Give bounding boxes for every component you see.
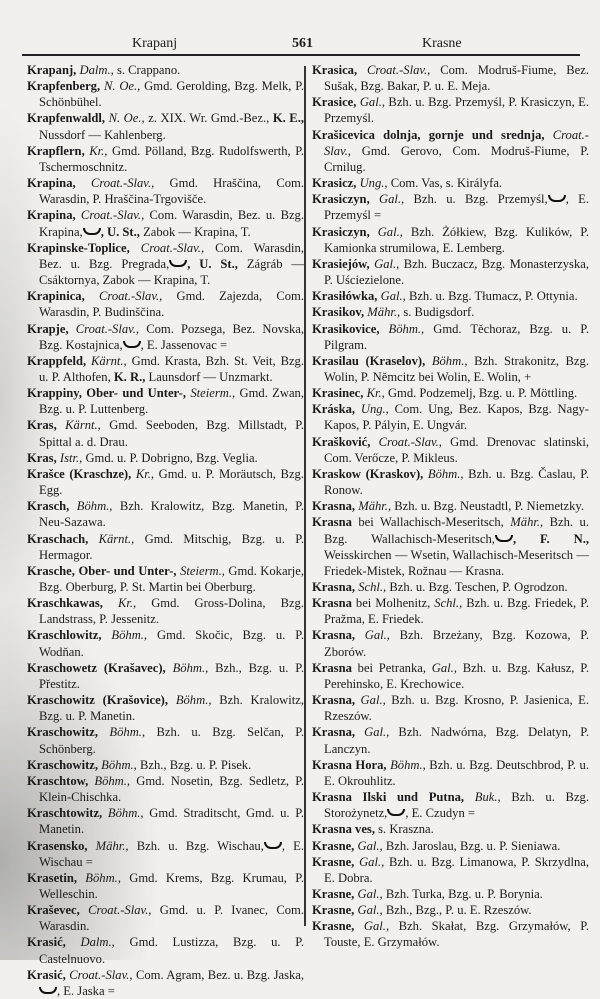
entry-details: Bzh. u. Bzg. Przemyśl, P. Krasiczyn, E. Przemyśl.: [324, 95, 589, 126]
gazetteer-entry: [312, 595, 589, 627]
entry-region: Kr.,: [117, 596, 137, 611]
gazetteer-entry: [27, 353, 304, 385]
entry-headword: Krapfenberg,: [27, 79, 101, 94]
entry-bold-text: , F. N.,: [512, 531, 589, 546]
gazetteer-entry: [27, 627, 304, 659]
gazetteer-entry: [312, 757, 589, 789]
post-horn-icon: [548, 195, 566, 202]
entry-details: Gmd. Mitschig, Bzg. u. P. Hermagor.: [39, 531, 304, 562]
entry-region: Böhm.,: [85, 870, 121, 885]
gazetteer-entry: [312, 175, 589, 191]
entry-headword: Krasna Ilski und Putna,: [312, 790, 465, 805]
entry-region: Gal.,: [374, 256, 400, 271]
gazetteer-entry: [312, 191, 589, 223]
entry-headword: Kraschowitz,: [27, 757, 98, 772]
gazetteer-entry: [27, 417, 304, 449]
entry-headword: Krasić,: [27, 935, 66, 950]
entry-headword: Krašce (Kraschze),: [27, 466, 132, 481]
entry-headword: Krasch,: [27, 499, 70, 514]
entry-region: Gal.,: [379, 192, 405, 207]
gazetteer-entry: [312, 838, 589, 854]
entry-region: Böhm.,: [172, 660, 209, 675]
entry-details: Gmd. Seeboden, Bzg. Millstadt, P. Spittal a. d. Drau.: [39, 418, 305, 449]
entry-region: Böhm.,: [101, 757, 137, 772]
entry-region: N. Oe.,: [108, 111, 145, 126]
post-horn-icon: [387, 809, 405, 816]
entry-region: Croat.-Slav.,: [69, 967, 133, 982]
entry-details: Gmd. Kokarje, Bzg. Oberburg, P. St. Martin bei Oberburg.: [39, 563, 304, 594]
entry-details: Zabok — Krapina, T.: [143, 224, 251, 239]
entry-headword: Krapina,: [27, 176, 76, 191]
entry-details: Gmd. Krasta, Bzh. St. Veit, Bzg. u. P. Althofen,: [39, 353, 304, 384]
gazetteer-entry: [312, 94, 589, 126]
entry-headword: Krapinske-Toplice,: [27, 240, 130, 255]
entry-details: Gmd. u. P. Dobrigno, Bzg. Veglia.: [85, 450, 258, 465]
entry-details: bei Molhenitz,: [355, 596, 431, 611]
gazetteer-entry: [312, 62, 589, 94]
entry-details: Bzh. u. Bzg. Časlau, P. Ronow.: [324, 466, 589, 498]
entry-region: Mähr.,: [367, 305, 401, 320]
entry-headword: Krasne,: [312, 838, 355, 853]
entry-region: Kärnt.,: [91, 353, 127, 368]
entry-region: Böhm.,: [388, 321, 425, 336]
entry-details: Launsdorf — Unzmarkt.: [148, 369, 273, 384]
entry-region: Böhm.,: [111, 628, 148, 643]
entry-headword: Kraschach,: [27, 531, 89, 546]
gazetteer-entry: [27, 934, 304, 966]
gazetteer-entry: [312, 821, 589, 837]
entry-region: Croat.-Slav.,: [324, 127, 589, 158]
entry-headword: Krapina,: [27, 208, 76, 223]
entry-region: Böhm.,: [94, 773, 131, 788]
entry-region: Croat.-Slav.,: [80, 208, 145, 223]
entry-bold-text: , U. St.,: [100, 224, 140, 239]
entry-region: Ung.,: [359, 176, 388, 191]
entry-details: bei Petranka,: [357, 660, 427, 675]
entry-headword: Krasiejów,: [312, 256, 370, 271]
entry-headword: Krasna,: [312, 693, 356, 708]
entry-headword: Krasna,: [312, 628, 356, 643]
entry-region: Schl.,: [434, 596, 463, 611]
entry-region: Gal.,: [363, 919, 390, 934]
entry-details: Gmd. Skočic, Bzg. u. P. Wodňan.: [39, 628, 304, 659]
entry-headword: Krasicz,: [312, 176, 357, 191]
entry-details: Gmd. Gerovo, Com. Modruš-Fiume, P. Crnilug.: [324, 143, 589, 174]
entry-headword: Kras,: [27, 418, 57, 433]
entry-details: Gmd. Zwan, Bzg. u. P. Luttenberg.: [39, 386, 304, 417]
entry-details: Gmd. Drenovac slatinski, Com. Verőcze, P. Mikleus.: [324, 434, 589, 465]
entry-details: s. Crappano.: [116, 63, 181, 77]
gazetteer-entry: [312, 385, 589, 401]
right-column: [312, 62, 589, 951]
entry-region: Croat.-Slav.,: [367, 63, 431, 77]
entry-details: Gmd. u. P. Moräutsch, Bzg. Egg.: [39, 466, 304, 498]
entry-headword: Krapinica,: [27, 289, 85, 304]
gazetteer-entry: [27, 692, 304, 724]
gazetteer-entry: [312, 724, 589, 756]
entry-headword: Krašicevica dolnja, gornje und srednja,: [312, 127, 545, 142]
gazetteer-entry: [312, 514, 589, 579]
entry-headword: Kraschlowitz,: [27, 628, 102, 643]
entry-details: Bzh. Nadwórna, Bzg. Delatyn, P. Lanczyn.: [324, 725, 589, 756]
entry-region: Mähr.,: [95, 838, 129, 853]
entry-details: s. Budigsdorf.: [403, 305, 475, 320]
entry-headword: Krasić,: [27, 967, 66, 982]
entry-details: Bzh. Jaroslau, Bzg. u. P. Sieniawa.: [385, 838, 561, 853]
entry-headword: Krasna: [312, 596, 352, 611]
entry-details: , E. Wischau =: [39, 838, 305, 869]
gazetteer-entry: [27, 967, 304, 999]
gazetteer-entry: [312, 918, 589, 950]
entry-region: Croat.-Slav.,: [378, 434, 442, 449]
entry-region: Böhm.,: [175, 693, 212, 708]
entry-details: Bzh. u. Bzg. Limanowa, P. Skrzydlna, E. Dobra.: [324, 854, 590, 885]
gazetteer-entry: [27, 466, 304, 498]
gazetteer-entry: [27, 321, 304, 353]
entry-details: Com. Agram, Bez. u. Bzg. Jaska,: [135, 967, 305, 982]
entry-headword: Krasne,: [312, 886, 355, 901]
entry-headword: Krapfenwaldl,: [27, 111, 106, 126]
entry-details: Bzh. Brzeżany, Bzg. Kozowa, P. Zborów.: [324, 628, 589, 659]
entry-region: Gal.,: [364, 725, 390, 740]
entry-details: Bzh. Turka, Bzg. u. P. Borynia.: [385, 886, 543, 901]
entry-region: Schl.,: [358, 580, 387, 594]
entry-headword: Krasilau (Kraselov),: [312, 353, 426, 368]
gazetteer-entry: [312, 466, 589, 498]
entry-headword: Krasiczyn,: [312, 224, 370, 239]
entry-headword: Krasna,: [312, 725, 356, 740]
entry-region: Böhm.,: [427, 466, 464, 481]
entry-region: Gal.,: [357, 838, 383, 853]
entry-headword: Krasiłówka,: [312, 289, 378, 304]
gazetteer-entry: [312, 854, 589, 886]
gazetteer-entry: [312, 224, 589, 256]
entry-details: Gmd. Gerolding, Bzg. Melk, P. Schönbühel.: [39, 79, 304, 110]
post-horn-icon: [123, 341, 141, 348]
entry-region: Croat.-Slav.,: [90, 176, 155, 191]
entry-details: Gmd. Lustizza, Bzg. u. P. Castelnuovo.: [39, 935, 304, 966]
entry-headword: Krasna ves,: [312, 822, 375, 837]
gazetteer-entry: [27, 143, 304, 175]
gazetteer-entry: [312, 321, 589, 353]
entry-headword: Krapje,: [27, 321, 69, 336]
post-horn-icon: [495, 535, 513, 542]
entry-headword: Krasne,: [312, 903, 355, 918]
column-divider: [304, 66, 306, 926]
gazetteer-entry: [312, 886, 589, 902]
entry-region: Gal.,: [359, 854, 385, 869]
entry-details: Gmd. Hraščina, Com. Warasdin, P. Hraščina-Trgovišče.: [39, 176, 304, 207]
post-horn-icon: [83, 228, 101, 235]
entry-headword: Krasna: [312, 660, 352, 675]
entry-region: Ung.,: [360, 402, 389, 417]
gazetteer-entry: [27, 110, 304, 142]
entry-headword: Krasne,: [312, 919, 355, 934]
entry-headword: Kraševec,: [27, 903, 80, 918]
entry-region: Gal.,: [357, 886, 383, 901]
gazetteer-entry: [312, 127, 589, 175]
entry-headword: Kráska,: [312, 402, 356, 417]
entry-details: Bzh., Bzg., P. u. E. Rzeszów.: [385, 903, 532, 918]
gazetteer-entry: [27, 838, 304, 870]
gazetteer-entry: [27, 78, 304, 110]
entry-details: , E. Czudyn =: [405, 806, 476, 821]
entry-details: Bzh. u. Bzg. Wischau,: [136, 838, 264, 853]
gazetteer-entry: [312, 660, 589, 692]
entry-region: Mähr.,: [510, 515, 544, 530]
gazetteer-entry: [27, 595, 304, 627]
entry-region: Steierm.,: [190, 386, 236, 401]
entry-details: Bzh. u. Bzg. Deutschbrod, P. u. E. Okrouhlitz.: [324, 757, 589, 788]
entry-details: Zágráb — Csáktornya, Zabok — Krapina, T.: [39, 256, 305, 288]
entry-details: Bzh. u. Bzg. Przemyśl,: [413, 192, 548, 207]
entry-details: Bzh. u. Bzg. Teschen, P. Ogrodzon.: [389, 580, 568, 594]
entry-details: Bzh. u. Bzg. Wallachisch-Meseritsch,: [324, 515, 589, 546]
left-column: [27, 62, 304, 999]
gazetteer-entry: [312, 401, 589, 433]
gazetteer-entry: [312, 498, 589, 514]
entry-region: Gal.,: [357, 903, 383, 918]
entry-region: Böhm.,: [390, 757, 426, 772]
entry-headword: Kraschowitz (Krašovice),: [27, 693, 169, 708]
entry-region: Kr.,: [366, 386, 385, 401]
entry-details: Bzh. Żółkiew, Bzg. Kulików, P. Kamionka strumilowa, E. Lemberg.: [324, 224, 589, 255]
entry-details: Com. Warasdin, Bez. u. Bzg. Pregrada,: [39, 240, 304, 271]
entry-details: , E. Przemyśl =: [324, 192, 590, 223]
entry-details: Nussdorf — Kahlenberg.: [39, 127, 166, 142]
entry-headword: Krasinec,: [312, 386, 364, 401]
post-horn-icon: [39, 987, 57, 994]
gazetteer-entry: [27, 531, 304, 563]
entry-details: Com. Ung, Bez. Kapos, Bzg. Nagy-Kapos, P. Pályin, E. Ungvár.: [324, 402, 590, 433]
gazetteer-entry: [312, 304, 589, 320]
entry-details: z. XIX. Wr. Gmd.-Bez.,: [148, 111, 270, 126]
post-horn-icon: [169, 260, 187, 267]
entry-details: Gmd. u. P. Ivanec, Com. Warasdin.: [39, 903, 304, 934]
entry-headword: Krasica,: [312, 63, 358, 77]
entry-details: Bzh. Strakonitz, Bzg. Wolin, P. Němcitz bei Wolin, E. Wolin, +: [324, 353, 589, 384]
page-number: 561: [292, 36, 313, 51]
entry-headword: Krasikov,: [312, 305, 365, 320]
entry-headword: Krappfeld,: [27, 353, 87, 368]
entry-details: Bzh. u. Bzg. Tłumacz, P. Ottynia.: [408, 289, 578, 304]
entry-details: Bzh. Buczacz, Bzg. Monasterzyska, P. Uściezielone.: [324, 256, 589, 288]
entry-region: Böhm.,: [76, 499, 113, 514]
entry-details: Com. Pozsega, Bez. Novska, Bzg. Kostajnica,: [39, 321, 305, 352]
gazetteer-entry: [27, 757, 304, 773]
gazetteer-entry: [27, 175, 304, 207]
entry-headword: Krašković,: [312, 434, 371, 449]
entry-details: Gmd. Krems, Bzg. Krumau, P. Welleschin.: [39, 870, 304, 901]
entry-headword: Krasne,: [312, 854, 355, 869]
gazetteer-entry: [27, 62, 304, 78]
gazetteer-entry: [27, 870, 304, 902]
header-right-keyword: Krasne: [422, 36, 462, 51]
entry-headword: Krappiny, Ober- und Unter-,: [27, 386, 187, 401]
entry-details: Weisskirchen — Wsetin, Wallachisch-Meseritsch — Friedek-Mistek, Rožnau — Krasna.: [324, 547, 589, 578]
entry-region: Steierm.,: [180, 563, 225, 578]
gazetteer-entry: [27, 207, 304, 239]
entry-region: Gal.,: [431, 660, 457, 675]
entry-region: Böhm.,: [107, 806, 144, 821]
entry-details: Com. Modruš-Fiume, Bez. Sušak, Bzg. Bakar, P. u. E. Meja.: [324, 63, 589, 94]
entry-details: Bzh. Skałat, Bzg. Grzymałów, P. Touste, E. Grzymałów.: [324, 919, 589, 950]
entry-bold-text: K. R.,: [113, 369, 146, 384]
gazetteer-entry: [27, 563, 304, 595]
entry-headword: Krapanj,: [27, 63, 77, 77]
entry-headword: Krasensko,: [27, 838, 88, 853]
gazetteer-entry: [312, 353, 589, 385]
entry-headword: Krasna Hora,: [312, 757, 387, 772]
entry-region: Buk.,: [474, 790, 501, 805]
entry-details: Bzh., Bzg. u. P. Přestitz.: [39, 660, 304, 691]
entry-headword: Krasche, Ober- und Unter-,: [27, 563, 177, 578]
entry-region: Gal.,: [364, 628, 390, 643]
gazetteer-entry: [27, 498, 304, 530]
entry-details: , E. Jassenovac =: [140, 337, 228, 352]
entry-details: bei Wallachisch-Meseritsch,: [358, 515, 504, 530]
entry-details: Gmd. Gross-Dolina, Bzg. Landstrass, P. Jessenitz.: [39, 596, 305, 627]
entry-headword: Kraschowetz (Krašavec),: [27, 660, 166, 675]
entry-region: Kr.,: [89, 143, 108, 158]
entry-region: Mähr.,: [358, 499, 392, 514]
entry-details: Gmd. Těchoraz, Bzg. u. P. Pilgram.: [324, 321, 589, 352]
entry-headword: Krasna,: [312, 580, 356, 594]
entry-details: Gmd. Nosetin, Bzg. Sedletz, P. Klein-Chischka.: [39, 773, 304, 805]
entry-details: Com. Warasdin, Bez. u. Bzg. Krapina,: [39, 208, 305, 239]
entry-region: Kärnt.,: [98, 531, 135, 546]
entry-region: Gal.,: [380, 289, 406, 304]
entry-region: Dalm.,: [80, 935, 115, 950]
entry-region: Böhm.,: [109, 725, 146, 740]
header-left-keyword: Krapanj: [132, 36, 178, 51]
entry-details: s. Kraszna.: [378, 822, 434, 837]
entry-details: Gmd. Podzemelj, Bzg. u. P. Möttling.: [387, 386, 578, 401]
entry-region: Croat.-Slav.,: [140, 240, 205, 255]
entry-details: Bzh. u. Bzg. Krosno, P. Jasienica, E. Rzeszów.: [324, 693, 589, 724]
entry-region: Kärnt.,: [65, 418, 101, 433]
gazetteer-entry: [312, 288, 589, 304]
gazetteer-entry: [27, 805, 304, 837]
entry-region: Gal.,: [360, 693, 386, 708]
entry-details: , E. Jaska =: [57, 983, 115, 998]
entry-headword: Krasikovice,: [312, 321, 380, 336]
entry-bold-text: , U. St.,: [187, 256, 238, 271]
entry-bold-text: K. E.,: [272, 111, 305, 126]
gazetteer-entry: [312, 579, 589, 595]
entry-headword: Kras,: [27, 450, 57, 465]
gazetteer-entry: [27, 773, 304, 805]
entry-details: Bzh. Kralowitz, Bzg. Manetin, P. Neu-Sazawa.: [39, 499, 304, 530]
gazetteer-entry: [312, 902, 589, 918]
entry-region: Gal.,: [359, 95, 386, 110]
entry-details: Bzh. u. Bzg. Neustadtl, P. Niemetzky.: [394, 499, 585, 514]
entry-headword: Kraschkawas,: [27, 596, 103, 611]
entry-region: Istr.,: [59, 450, 83, 465]
entry-headword: Krapflern,: [27, 143, 85, 158]
entry-region: Croat.-Slav.,: [98, 289, 163, 304]
gazetteer-entry: [312, 692, 589, 724]
running-header: [22, 34, 580, 56]
gazetteer-entry: [27, 385, 304, 417]
gazetteer-entry: [312, 789, 589, 821]
entry-headword: Kraskow (Kraskov),: [312, 466, 424, 481]
entry-details: Bzh. u. Bzg. Selčan, P. Schönberg.: [39, 725, 304, 756]
entry-region: Kr.,: [135, 466, 155, 481]
gazetteer-entry: [27, 660, 304, 692]
entry-details: Bzh. u. Bzg. Kałusz, P. Perehinsko, E. Krechowice.: [324, 660, 589, 691]
entry-region: N. Oe.,: [103, 79, 141, 94]
entry-headword: Krasna: [312, 515, 352, 530]
entry-details: Bzh. u. Bzg. Friedek, P. Pražma, E. Friedek.: [324, 596, 589, 627]
entry-region: Dalm.,: [79, 63, 114, 77]
entry-details: Bzh., Bzg. u. P. Pisek.: [140, 757, 252, 772]
entry-details: Gmd. Zajezda, Com. Warasdin, P. Budinščina.: [39, 289, 304, 320]
entry-details: Com. Vas, s. Királyfa.: [390, 176, 503, 191]
post-horn-icon: [264, 842, 282, 849]
entry-region: Croat.-Slav.,: [75, 321, 140, 336]
entry-region: Böhm.,: [431, 353, 468, 368]
gazetteer-entry: [27, 240, 304, 288]
gazetteer-entry: [312, 627, 589, 659]
gazetteer-entry: [27, 724, 304, 756]
entry-region: Gal.,: [377, 224, 403, 239]
entry-details: Gmd. Straditscht, Gmd. u. P. Manetin.: [39, 806, 304, 837]
entry-headword: Krasetin,: [27, 870, 78, 885]
gazetteer-entry: [27, 450, 304, 466]
entry-headword: Krasice,: [312, 95, 357, 110]
entry-headword: Kraschowitz,: [27, 725, 98, 740]
gazetteer-entry: [27, 902, 304, 934]
entry-headword: Kraschtow,: [27, 773, 89, 788]
entry-headword: Krasiczyn,: [312, 192, 370, 207]
entry-headword: Krasna,: [312, 499, 356, 514]
entry-details: Gmd. Pölland, Bzg. Rudolfswerth, P. Tschermoschnitz.: [39, 143, 304, 174]
entry-headword: Kraschtowitz,: [27, 806, 103, 821]
entry-details: Bzh. u. Bzg. Storożynetz,: [324, 790, 589, 821]
entry-region: Croat.-Slav.,: [88, 903, 152, 918]
gazetteer-entry: [312, 434, 589, 466]
gazetteer-entry: [27, 288, 304, 320]
gazetteer-entry: [312, 256, 589, 288]
entry-details: Bzh. Kralowitz, Bzg. u. P. Manetin.: [39, 693, 304, 724]
